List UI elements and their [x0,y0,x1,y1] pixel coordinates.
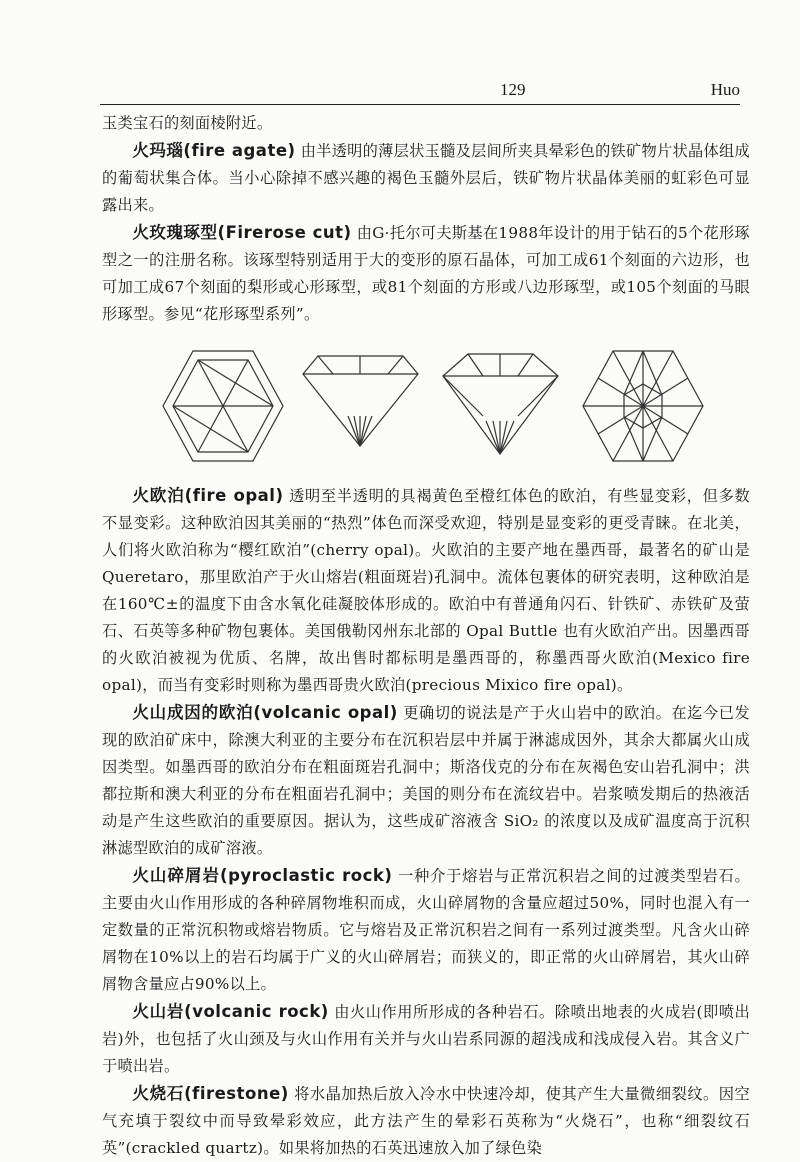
entry-term: 火玛瑙(fire agate) [132,141,296,160]
entry-term: 火山碎屑岩(pyroclastic rock) [132,866,393,885]
side-view-figure-2 [438,346,563,461]
entry-volcanic-rock [102,998,750,1080]
entry-term: 火山成因的欧泊(volcanic opal) [132,703,398,722]
hexagon-pavilion-view-figure [578,346,708,466]
entry-firestone [102,1080,750,1162]
entry-text: 由G·托尔可夫斯基在1988年设计的用于钻石的5个花形琢型之一的注册名称。该琢型特别适用于大的变形的原石晶体，可加工成61个刻面的六边形，也可加工成67个刻面的梨形或心形琢型，或81个刻面的方形或八边形琢型，或105个刻面的马眼形琢型。参见“花形琢型系列”。 [102,224,750,323]
entry-text: 透明至半透明的具褐黄色至橙红体色的欧泊，有些显变彩，但多数不显变彩。这种欧泊因其美丽的“热烈”体色而深受欢迎，特别是显变彩的更受青睐。在北美，人们将火欧泊称为“樱红欧泊”(cherry opal)。火欧泊的主要产地在墨西哥，最著名的矿山是 Queretaro，那里欧泊产于火山熔岩(粗面斑岩)孔洞中。流体包裹体的研究表明，这种欧泊是在160℃±的温度下由含水氧化硅凝胶体形成的。欧泊中有普通角闪石、针铁矿、赤铁矿及萤石、石英等多种矿物包裹体。美国俄勒冈州东北部的 Opal Buttle 也有火欧泊产出。因墨西哥的火欧泊被视为优质、名牌，故出售时都标明是墨西哥的，称墨西哥火欧泊(Mexico fire opal)，而当有变彩时则称为墨西哥贵火欧泊(precious Mixico fire opal)。 [102,487,750,694]
continuation-text: 玉类宝石的刻面棱附近。 [102,114,273,132]
entry-term: 火烧石(firestone) [132,1084,289,1103]
entry-term: 火山岩(volcanic rock) [132,1002,329,1021]
entry-fire-agate [102,137,750,219]
page-number: 129 [500,80,526,99]
entry-text: 一种介于熔岩与正常沉积岩之间的过渡类型岩石。主要由火山作用形成的各种碎屑物堆积而成，火山碎屑物的含量应超过50%，同时也混入有一定数量的正常沉积物或熔岩物质。它与熔岩及正常沉积岩之间有一系列过渡类型。凡含火山碎屑物在10%以上的岩石均属于广义的火山碎屑岩；而狭义的，即正常的火山碎屑岩，其火山碎屑物含量应占90%以上。 [102,867,750,993]
entry-pyroclastic-rock [102,862,750,998]
entry-firerose-cut [102,219,750,328]
firerose-cut-illustrations [102,346,750,466]
entry-text: 更确切的说法是产于火山岩中的欧泊。在迄今已发现的欧泊矿床中，除澳大利亚的主要分布在沉积岩层中并属于淋滤成因外，其余大都属火山成因类型。如墨西哥的欧泊分布在粗面斑岩孔洞中；斯洛伐克的分布在灰褐色安山岩孔洞中；洪都拉斯和澳大利亚的分布在粗面岩孔洞中；美国的则分布在流纹岩中。岩浆喷发期后的热液活动是产生这些欧泊的重要原因。据认为，这些成矿溶液含 SiO₂ 的浓度以及成矿温度高于沉积淋滤型欧泊的成矿溶液。 [102,704,750,857]
entry-volcanic-opal [102,699,750,862]
running-word: Huo [710,80,740,99]
entry-term: 火欧泊(fire opal) [132,486,284,505]
entry-text: 将水晶加热后放入冷水中快速冷却，使其产生大量微细裂纹。因空气充填于裂纹中而导致晕彩效应，此方法产生的晕彩石英称为“火烧石”，也称“细裂纹石英”(crackled quartz)。如果将加热的石英迅速放入加了绿色染 [102,1085,750,1157]
running-header [100,74,740,105]
page-content [102,110,750,1162]
entry-text: 由火山作用所形成的各种岩石。除喷出地表的火成岩(即喷出岩)外，也包括了火山颈及与火山作用有关并与火山岩系同源的超浅成和浅成侵入岩。其含义广于喷出岩。 [102,1003,750,1075]
entry-fire-opal [102,482,750,699]
entry-term: 火玫瑰琢型(Firerose cut) [132,223,352,242]
entry-text: 由半透明的薄层状玉髓及层间所夹具晕彩色的铁矿物片状晶体组成的葡萄状集合体。当小心除掉不感兴趣的褐色玉髓外层后，铁矿物片状晶体美丽的虹彩色可显露出来。 [102,142,750,214]
side-view-figure-1 [298,346,423,456]
hexagon-top-view-figure [158,346,288,466]
